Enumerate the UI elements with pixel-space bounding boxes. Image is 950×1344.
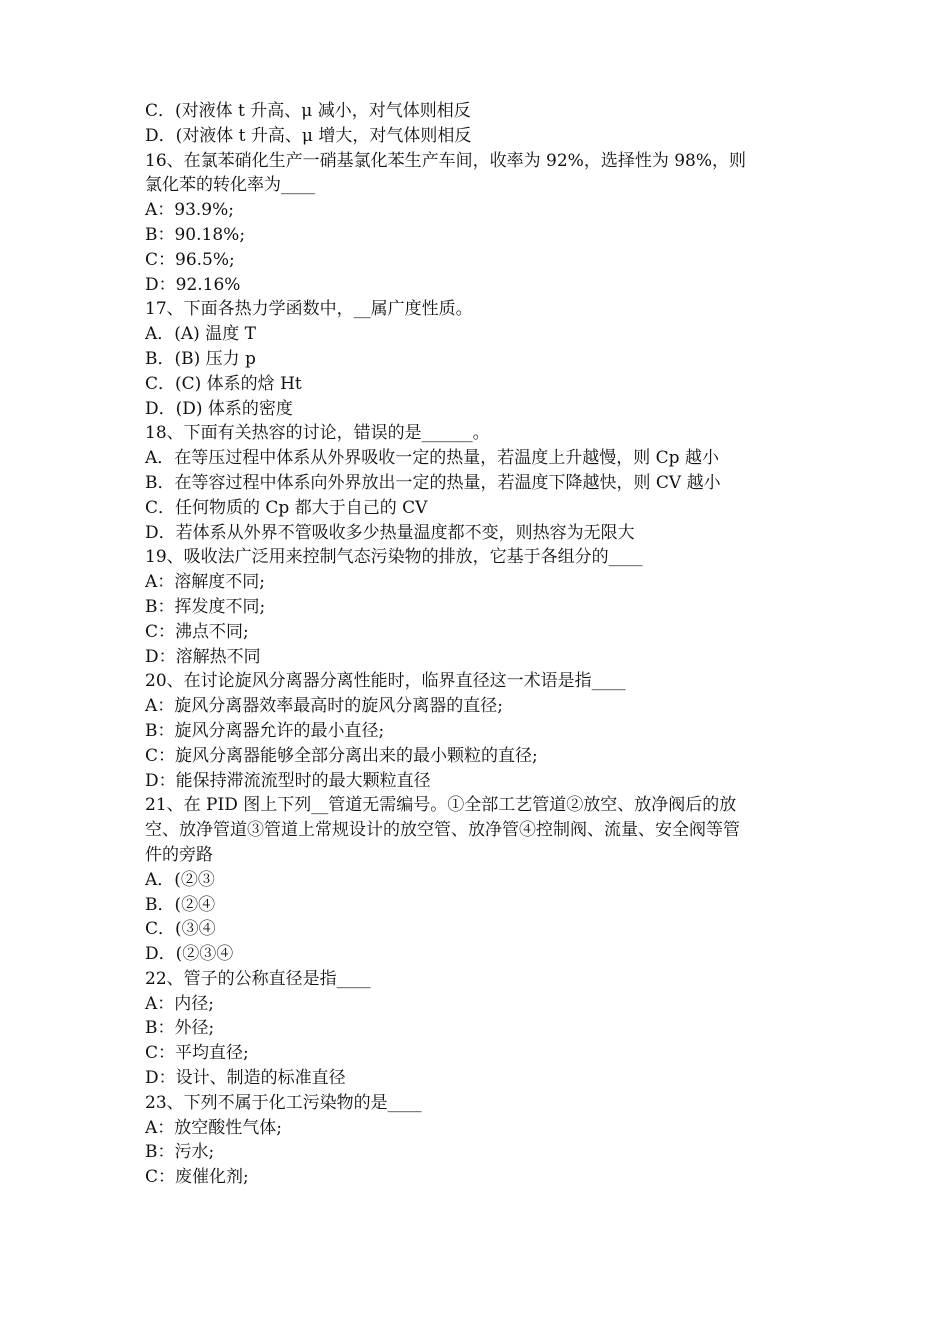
option-line: D：能保持滞流流型时的最大颗粒直径 [145, 770, 431, 791]
question-18: 18、下面有关热容的讨论，错误的是______。 [145, 423, 490, 444]
question-21-continued: 件的旁路 [145, 844, 213, 865]
option-line: A：放空酸性气体; [145, 1117, 283, 1138]
option-line: A．(②③ [145, 869, 215, 890]
option-line: C：旋风分离器能够全部分离出来的最小颗粒的直径; [145, 745, 538, 766]
question-23: 23、下列不属于化工污染物的是____ [145, 1092, 422, 1113]
option-line: A：旋风分离器效率最高时的旋风分离器的直径; [145, 696, 504, 717]
option-line: A．(A) 温度 T [145, 324, 256, 345]
option-line: D．(②③④ [145, 944, 234, 965]
option-line: B．在等容过程中体系向外界放出一定的热量，若温度下降越快，则 CV 越小 [145, 472, 721, 493]
option-line: D．(对液体 t 升高、μ 增大，对气体则相反 [145, 125, 472, 146]
question-19: 19、吸收法广泛用来控制气态污染物的排放，它基于各组分的____ [145, 547, 643, 568]
option-line: B：旋风分离器允许的最小直径; [145, 720, 385, 741]
option-line: A：溶解度不同; [145, 572, 266, 593]
option-line: B．(②④ [145, 894, 216, 915]
question-16: 16、在氯苯硝化生产一硝基氯化苯生产车间，收率为 92%，选择性为 98%，则 [145, 150, 747, 171]
option-line: B：90.18%; [145, 224, 246, 245]
option-line: A：93.9%; [145, 200, 235, 221]
document-page [145, 99, 815, 1190]
question-16-continued: 氯化苯的转化率为____ [145, 175, 315, 196]
question-21-continued: 空、放净管道③管道上常规设计的放空管、放净管④控制阀、流量、安全阀等管 [145, 820, 740, 841]
option-line: B：污水; [145, 1142, 215, 1163]
option-line: C．(对液体 t 升高、μ 减小，对气体则相反 [145, 101, 471, 121]
option-line: D．若体系从外界不管吸收多少热量温度都不变，则热容为无限大 [145, 522, 635, 543]
option-line: B．(B) 压力 p [145, 348, 256, 369]
option-line: C．任何物质的 Cp 都大于自己的 CV [145, 497, 428, 518]
option-line: D：92.16% [145, 274, 241, 295]
option-line: C：废催化剂; [145, 1167, 249, 1188]
option-line: C：96.5%; [145, 249, 235, 270]
option-line: D：设计、制造的标准直径 [145, 1068, 346, 1089]
option-line: A．在等压过程中体系从外界吸收一定的热量，若温度上升越慢，则 Cp 越小 [145, 448, 719, 469]
option-line: B：挥发度不同; [145, 596, 266, 617]
option-line: C．(C) 体系的焓 Ht [145, 373, 302, 394]
option-line: A：内径; [145, 993, 215, 1014]
question-17: 17、下面各热力学函数中，__属广度性质。 [145, 299, 473, 320]
question-21: 21、在 PID 图上下列__管道无需编号。①全部工艺管道②放空、放净阀后的放 [145, 795, 737, 816]
option-line: D．(D) 体系的密度 [145, 398, 293, 419]
option-line: D：溶解热不同 [145, 646, 261, 667]
option-line: C．(③④ [145, 919, 216, 940]
question-20: 20、在讨论旋风分离器分离性能时，临界直径这一术语是指____ [145, 671, 626, 692]
option-line: C：沸点不同; [145, 621, 249, 642]
option-line: C：平均直径; [145, 1043, 249, 1064]
option-line: B：外径; [145, 1018, 215, 1039]
question-22: 22、管子的公称直径是指____ [145, 968, 371, 989]
